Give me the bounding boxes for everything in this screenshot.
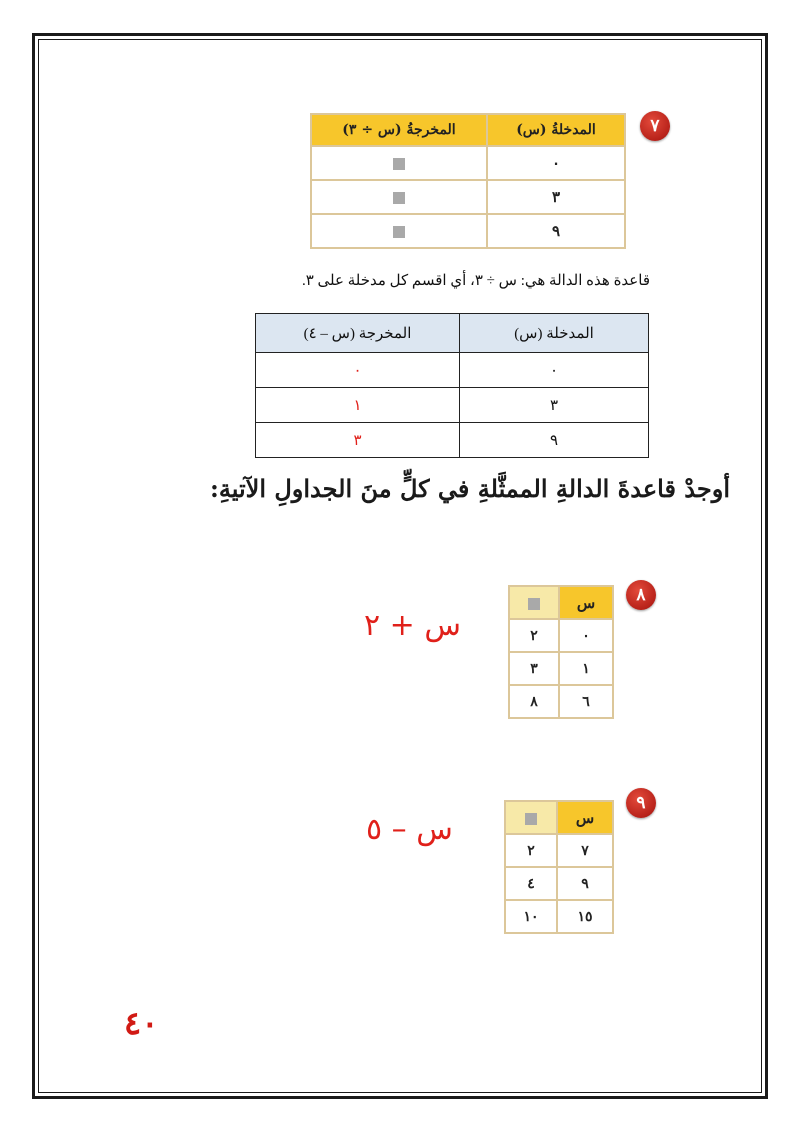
- problem-8-y-header: [509, 586, 559, 619]
- problem-7-output-header: المخرجةُ (س ÷ ٣): [311, 114, 487, 146]
- problem-9-badge: ٩: [626, 788, 656, 818]
- problem-8-y-cell: ٢: [509, 619, 559, 652]
- problem-8-y-cell: ٣: [509, 652, 559, 685]
- answer-table: [255, 313, 649, 458]
- problem-8-x-cell: ٦: [559, 685, 613, 718]
- problem-9-y-cell: ١٠: [505, 900, 557, 933]
- problem-8-x-header: س: [559, 586, 613, 619]
- instruction-heading: أوجدْ قاعدةَ الدالةِ الممثَّلةِ في كلٍّ منَ الجداولِ الآتيةِ:: [210, 474, 730, 503]
- answer-output-cell: ٣: [256, 423, 460, 458]
- problem-9-x-cell: ١٥: [557, 900, 613, 933]
- answer-output-cell: ١: [256, 388, 460, 423]
- answer-output-header: المخرجة (س – ٤): [256, 314, 460, 353]
- answer-input-cell: ٩: [460, 423, 649, 458]
- problem-7-input-header: المدخلةُ (س): [487, 114, 625, 146]
- placeholder-square-icon: [393, 192, 405, 204]
- problem-9-y-header: [505, 801, 557, 834]
- problem-8-y-cell: ٨: [509, 685, 559, 718]
- answer-output-cell: ٠: [256, 353, 460, 388]
- problem-8-x-cell: ٠: [559, 619, 613, 652]
- problem-9-answer: س – ٥: [366, 812, 453, 847]
- placeholder-square-icon: [528, 598, 540, 610]
- problem-9-x-header: س: [557, 801, 613, 834]
- answer-input-cell: ٠: [460, 353, 649, 388]
- problem-9-x-cell: ٩: [557, 867, 613, 900]
- answer-input-cell: ٣: [460, 388, 649, 423]
- problem-7-output-cell: [311, 214, 487, 248]
- problem-7-input-cell: ٠: [487, 146, 625, 180]
- problem-9-y-cell: ٢: [505, 834, 557, 867]
- problem-9-y-cell: ٤: [505, 867, 557, 900]
- problem-8-badge: ٨: [626, 580, 656, 610]
- problem-8-x-cell: ١: [559, 652, 613, 685]
- problem-8-table: [508, 585, 614, 719]
- placeholder-square-icon: [393, 158, 405, 170]
- placeholder-square-icon: [525, 813, 537, 825]
- problem-7-input-cell: ٩: [487, 214, 625, 248]
- rule-sentence: قاعدة هذه الدالة هي: س ÷ ٣، أي اقسم كل مدخلة على ٣.: [301, 273, 650, 289]
- problem-7-table: [310, 113, 626, 249]
- problem-9-table: [504, 800, 614, 934]
- answer-input-header: المدخلة (س): [460, 314, 649, 353]
- page-number: ٤٠: [124, 1004, 159, 1042]
- placeholder-square-icon: [393, 226, 405, 238]
- problem-7-output-cell: [311, 180, 487, 214]
- problem-8-answer: س + ٢: [364, 608, 461, 643]
- problem-9-x-cell: ٧: [557, 834, 613, 867]
- problem-7-badge: ٧: [640, 111, 670, 141]
- problem-7-output-cell: [311, 146, 487, 180]
- problem-7-input-cell: ٣: [487, 180, 625, 214]
